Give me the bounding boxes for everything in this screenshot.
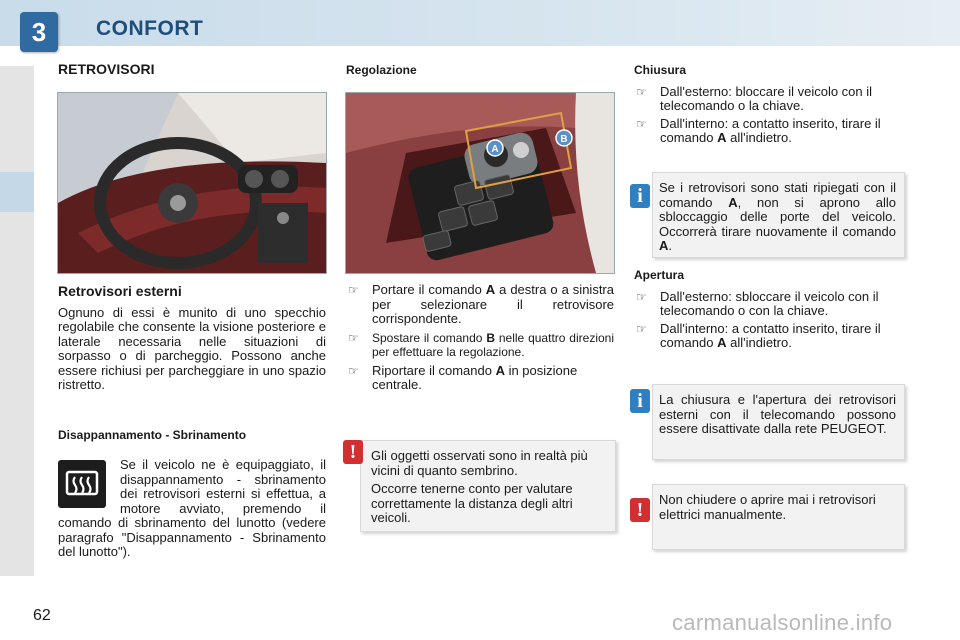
info-box-folded: Se i retrovisori sono stati ripiegati con il comando A, non si aprono allo sbloccaggio delle porte del veicolo. Occorrerà tirare nuovamente il comando A. [652, 172, 905, 258]
warning-icon: ! [630, 498, 650, 522]
pointing-hand-icon: ☞ [636, 321, 647, 336]
pointing-hand-icon: ☞ [636, 84, 647, 99]
closing-steps [634, 85, 904, 146]
adjustment-heading: Regolazione [346, 63, 417, 77]
label-b: B [560, 134, 568, 145]
dashboard-interior-photo [57, 92, 327, 274]
opening-steps [634, 290, 904, 351]
opening-heading: Apertura [634, 268, 685, 282]
warning-text-1: Gli oggetti osservati sono in realtà più vicini di quanto sembrino. [371, 448, 588, 478]
list-item: ☞ Dall'interno: a contatto inserito, tirare il comando A all'indietro. [636, 320, 881, 350]
watermark: carmanualsonline.info [672, 610, 893, 635]
info-icon: i [630, 389, 650, 413]
label-a: A [491, 144, 499, 155]
info-icon: i [630, 184, 650, 208]
pointing-hand-icon: ☞ [348, 363, 359, 378]
chapter-tab[interactable] [0, 172, 34, 212]
list-item: ☞ Spostare il comando B nelle quattro direzioni per effettuare la regolazione. [348, 330, 614, 359]
defrost-heading: Disappannamento - Sbrinamento [58, 428, 247, 442]
closing-heading: Chiusura [634, 63, 687, 77]
adjustment-steps [346, 283, 614, 396]
warning-icon: ! [343, 440, 363, 464]
section-title: RETROVISORI [58, 61, 155, 77]
exterior-mirrors-heading: Retrovisori esterni [58, 283, 182, 299]
mirror-control-photo [345, 92, 615, 274]
list-item: ☞ Dall'esterno: bloccare il veicolo con il telecomando o la chiave. [636, 83, 873, 113]
exterior-mirrors-intro: Ognuno di essi è munito di uno specchio regolabile che consente la visione posteriore e laterale necessaria nelle situazioni di sorpasso o di parcheggio. Possono anche essere richiusi per parcheggiare in uno spazio ristretto. [58, 304, 326, 392]
list-item: ☞ Riportare il comando A in posizione centrale. [348, 362, 578, 392]
page-number: 62 [33, 607, 51, 624]
list-item: ☞ Portare il comando A a destra o a sinistra per selezionare il retrovisore corrispondente. [348, 282, 614, 326]
pointing-hand-icon: ☞ [348, 330, 359, 345]
pointing-hand-icon: ☞ [348, 283, 359, 297]
chapter-title: CONFORT [96, 17, 204, 40]
pointing-hand-icon: ☞ [636, 116, 647, 131]
side-margin [0, 66, 34, 576]
list-item: ☞ Dall'interno: a contatto inserito, tirare il comando A all'indietro. [636, 115, 881, 145]
info-box-remote: La chiusura e l'apertura dei retrovisori esterni con il telecomando possono essere disattivate dalla rete PEUGEOT. [652, 384, 905, 460]
pointing-hand-icon: ☞ [636, 289, 647, 304]
list-item: ☞ Dall'esterno: sbloccare il veicolo con il telecomando o con la chiave. [636, 288, 879, 318]
warning-box-distance [360, 440, 616, 532]
warning-text-2: Occorre tenerne conto per valutare correttamente la distanza degli altri veicoli. [371, 481, 573, 525]
warning-box-manual: Non chiudere o aprire mai i retrovisori elettrici manualmente. [652, 484, 905, 550]
defrost-text: Se il veicolo ne è equipaggiato, il disappannamento - sbrinamento dei retrovisori esterni si effettua, a motore avviato, premendo il comando di sbrinamento del lunotto (vedere paragrafo "Disappannamento - Sbrinamento del lunotto"). [58, 457, 326, 559]
chapter-number: 3 [20, 12, 58, 52]
